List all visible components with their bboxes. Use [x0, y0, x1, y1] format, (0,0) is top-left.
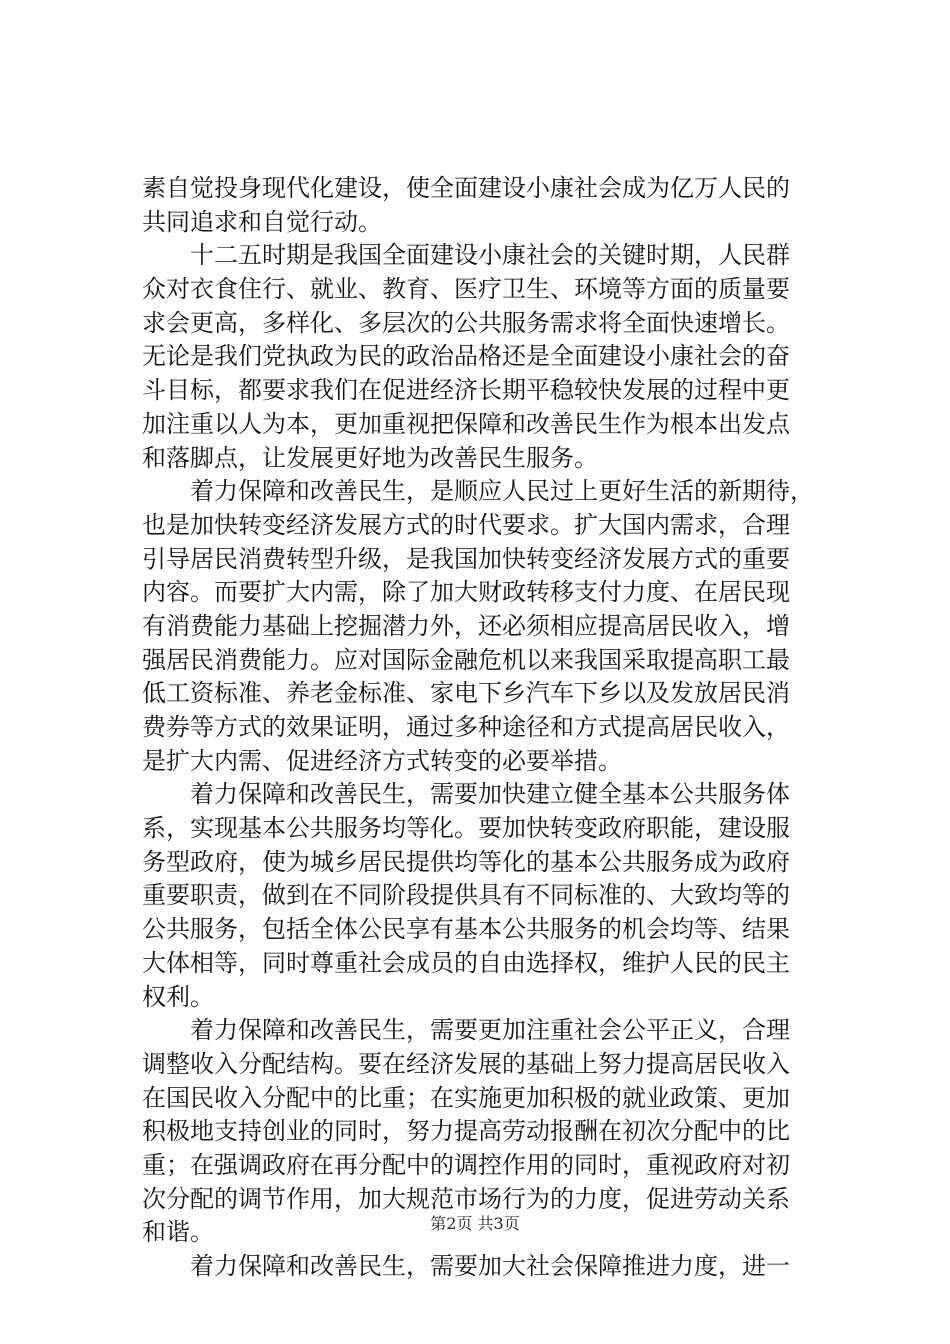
text-line: 众对衣食住行、就业、教育、医疗卫生、环境等方面的质量要	[142, 275, 790, 304]
text-line: 着力保障和改善民生，需要加大社会保障推进力度，进一	[142, 1252, 790, 1280]
text-line: 引导居民消费转型升级，是我国加快转变经济发展方式的重要	[142, 544, 790, 573]
text-line: 强居民消费能力。应对国际金融危机以来我国采取提高职工最	[142, 645, 790, 674]
text-line: 次分配的调节作用，加大规范市场行为的力度，促进劳动关系	[142, 1184, 790, 1213]
text-line: 着力保障和改善民生，是顺应人民过上更好生活的新期待，	[142, 477, 814, 506]
text-line: 调整收入分配结构。要在经济发展的基础上努力提高居民收入	[142, 1049, 790, 1078]
text-line: 积极地支持创业的同时，努力提高劳动报酬在初次分配中的比	[142, 1117, 790, 1146]
text-line: 十二五时期是我国全面建设小康社会的关键时期，人民群	[142, 241, 790, 270]
text-line: 重；在强调政府在再分配中的调控作用的同时，重视政府对初	[142, 1150, 790, 1179]
text-line: 着力保障和改善民生，需要更加注重社会公平正义，合理	[142, 1016, 790, 1045]
text-line: 求会更高，多样化、多层次的公共服务需求将全面快速增长。	[142, 308, 790, 337]
text-line: 和谐。	[142, 1218, 214, 1247]
text-line: 无论是我们党执政为民的政治品格还是全面建设小康社会的奋	[142, 342, 790, 371]
text-line: 是扩大内需、促进经济方式转变的必要举措。	[142, 746, 622, 775]
text-line: 内容。而要扩大内需，除了加大财政转移支付力度、在居民现	[142, 578, 790, 607]
page-footer	[0, 1212, 950, 1236]
text-line: 费券等方式的效果证明，通过多种途径和方式提高居民收入，	[142, 713, 790, 741]
text-line: 权利。	[142, 982, 214, 1011]
page-number: 第2页 共3页	[430, 1214, 520, 1233]
text-line: 重要职责，做到在不同阶段提供具有不同标准的、大致均等的	[142, 881, 790, 910]
document-body	[142, 172, 842, 1284]
text-line: 有消费能力基础上挖掘潜力外，还必须相应提高居民收入，增	[142, 611, 790, 640]
text-line: 也是加快转变经济发展方式的时代要求。扩大国内需求，合理	[142, 510, 790, 539]
text-line: 共同追求和自觉行动。	[142, 207, 382, 236]
text-line: 在国民收入分配中的比重；在实施更加积极的就业政策、更加	[142, 1083, 790, 1112]
text-line: 和落脚点，让发展更好地为改善民生服务。	[142, 443, 598, 472]
text-line: 系，实现基本公共服务均等化。要加快转变政府职能，建设服	[142, 814, 790, 843]
text-line: 斗目标，都要求我们在促进经济长期平稳较快发展的过程中更	[142, 376, 790, 405]
text-line: 加注重以人为本，更加重视把保障和改善民生作为根本出发点	[142, 409, 790, 438]
text-line: 低工资标准、养老金标准、家电下乡汽车下乡以及发放居民消	[142, 679, 790, 708]
text-line: 大体相等，同时尊重社会成员的自由选择权，维护人民的民主	[142, 948, 790, 977]
text-line: 公共服务，包括全体公民享有基本公共服务的机会均等、结果	[142, 915, 790, 944]
text-line: 素自觉投身现代化建设，使全面建设小康社会成为亿万人民的	[142, 174, 790, 202]
text-line: 务型政府，使为城乡居民提供均等化的基本公共服务成为政府	[142, 847, 790, 876]
text-line: 着力保障和改善民生，需要加快建立健全基本公共服务体	[142, 780, 790, 809]
